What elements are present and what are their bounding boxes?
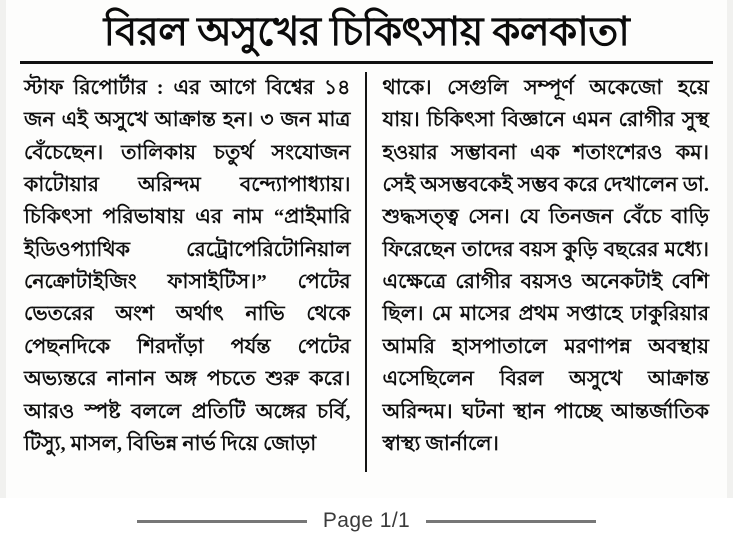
headline-divider <box>20 61 713 64</box>
article-body-right: থাকে। সেগুলি সম্পূর্ণ অকেজো হয়ে যায়। চিকিৎসা বিজ্ঞানে এমন রোগীর সুস্থ হওয়ার সম্ভাবনা এক শতাংশেরও কম। সেই অসম্ভবকেই সম্ভব করে দেখালেন ডা. শুদ্ধসত্ত্ব সেন। যে তিনজন বেঁচে বাড়ি ফিরেছেন তাদের বয়স কুড়ি বছরের মধ্যে। এক্ষেত্রে রোগীর বয়সও অনেকটাই বেশি ছিল। মে মাসের প্রথম সপ্তাহে ঢাকুরিয়ার আমরি হাসপাতালে মরণাপন্ন অবস্থায় এসেছিলেন বিরল অসুখে আক্রান্ত অরিন্দম। ঘটনা স্থান পাচ্ছে আন্তর্জাতিক স্বাস্থ্য জার্নালে। <box>382 76 709 455</box>
page-footer <box>0 498 733 544</box>
page-edge-right <box>727 0 733 498</box>
footer-divider-left <box>137 520 307 523</box>
article-column-right <box>367 72 720 472</box>
article-headline: বিরল অসুখের চিকিৎসায় কলকাতা <box>103 9 630 54</box>
article-body-left-text: এর আগে বিশ্বের ১৪ জন এই অসুখে আক্রান্ত হন। ৩ জন মাত্র বেঁচেছেন। তালিকায় চতুর্থ সংযোজন কাটোয়ার অরিন্দম বন্দ্যোপাধ্যায়। চিকিৎসা পরিভাষায় এর নাম “প্রাইমারি ইডিওপ্যাথিক রেট্রোপেরিটোনিয়াল নেক্রোটাইজিং ফাসাইটিস।” পেটের ভেতরের অংশ অর্থাৎ নাভি থেকে পেছনদিকে শিরদাঁড়া পর্যন্ত পেটের অভ্যন্তরে নানান অঙ্গ পচতে শুরু করে। আরও স্পষ্ট বললে প্রতিটি অঙ্গের চর্বি, টিস্যু, মাসল, বিভিন্ন নার্ভ দিয়ে জোড়া <box>24 76 351 455</box>
footer-divider-right <box>426 520 596 523</box>
page-indicator: Page 1/1 <box>322 509 411 532</box>
article-byline: স্টাফ রিপোর্টার : <box>24 76 164 99</box>
article-body-left <box>24 72 351 461</box>
page-edge-left <box>0 0 6 498</box>
article-column-left <box>14 72 367 472</box>
article-columns <box>14 72 719 472</box>
